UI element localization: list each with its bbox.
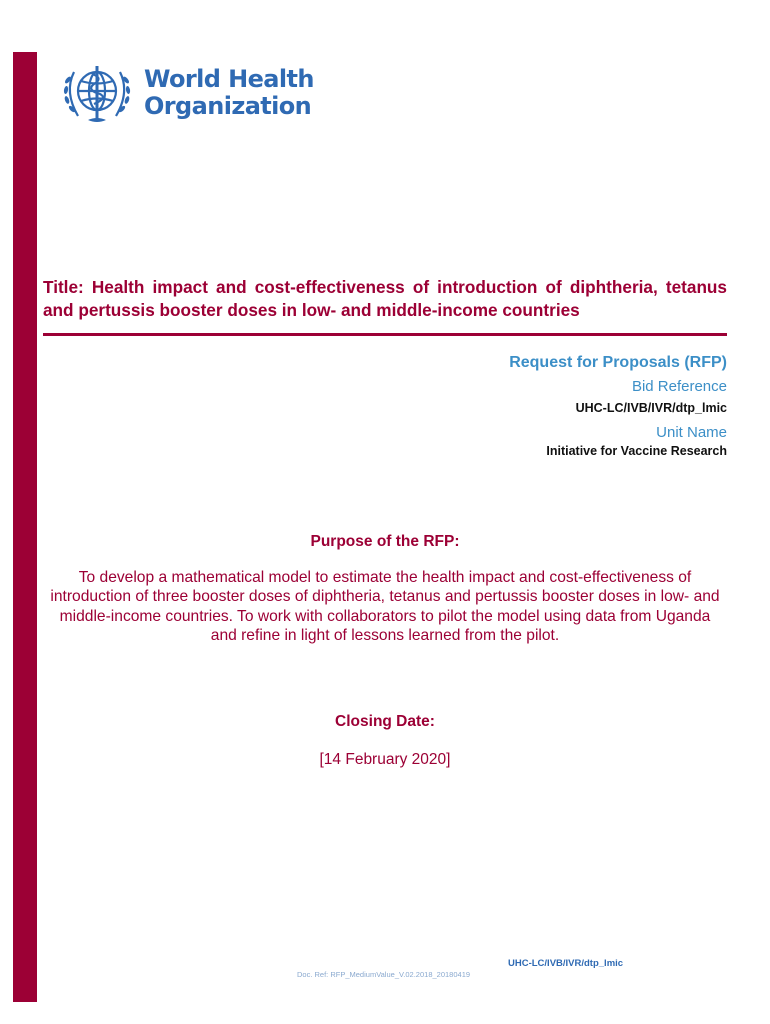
purpose-heading: Purpose of the RFP: (310, 533, 460, 550)
bid-reference-value: UHC-LC/IVB/IVR/dtp_lmic (575, 401, 727, 415)
rfp-meta-block (227, 352, 727, 459)
unit-name-label: Unit Name (656, 424, 727, 441)
footer-doc-ref: Doc. Ref: RFP_MediumValue_V.02.2018_20180419 (297, 970, 471, 979)
closing-date-heading: Closing Date: (335, 713, 435, 730)
title-divider (43, 333, 727, 336)
wordmark-line-1: World Health (144, 65, 314, 93)
who-logo (58, 58, 314, 128)
unit-name-value: Initiative for Vaccine Research (546, 444, 727, 458)
who-wordmark (144, 66, 314, 120)
footer-reference: UHC-LC/IVB/IVR/dtp_lmic (508, 958, 624, 969)
purpose-text: To develop a mathematical model to estimate the health impact and cost-effectiveness of introduction of three booster doses of diphtheria, tetanus and pertussis booster doses in low- and middle-income countries. To work with collaborators to pilot the model using data from Uganda and refine in light of lessons learned from the pilot. (50, 569, 720, 644)
rfp-heading: Request for Proposals (RFP) (509, 354, 727, 371)
closing-date-value: [14 February 2020] (319, 751, 451, 768)
who-emblem-icon (58, 58, 136, 128)
bid-reference-label: Bid Reference (631, 378, 727, 395)
wordmark-line-2: Organization (144, 92, 312, 120)
left-accent-bar (13, 52, 37, 1002)
document-title: Title: Health impact and cost-effectiveness of introduction of diphtheria, tetanus and pertussis booster doses in low- and middle-income countries (43, 277, 727, 320)
